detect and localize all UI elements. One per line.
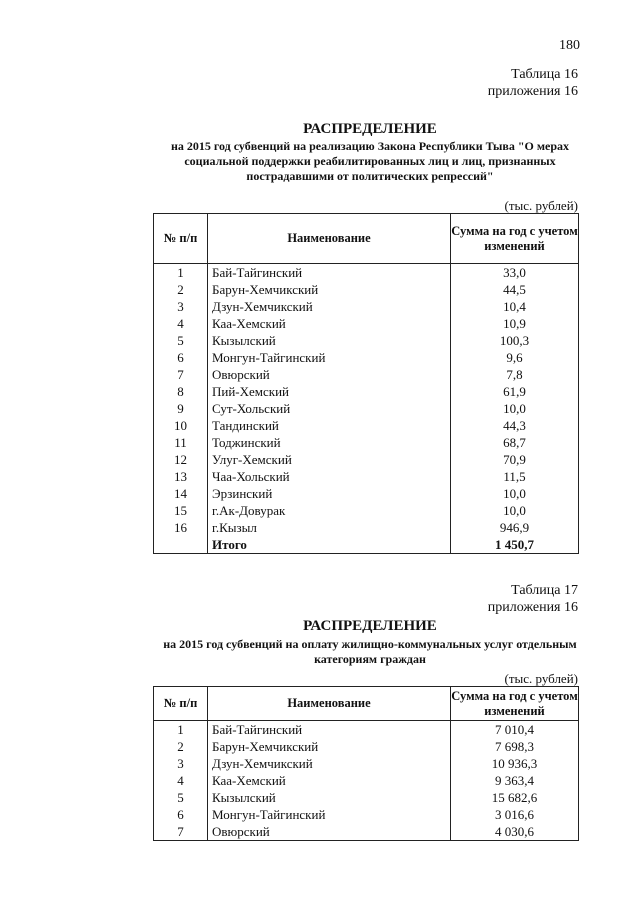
total-label: Итого xyxy=(208,536,451,554)
table-row xyxy=(154,502,579,519)
row-value: 70,9 xyxy=(451,451,579,468)
row-value: 7 698,3 xyxy=(451,738,579,755)
row-name: Овюрский xyxy=(208,823,451,841)
row-name: г.Ак-Довурак xyxy=(208,502,451,519)
row-value: 3 016,6 xyxy=(451,806,579,823)
table-row xyxy=(154,789,579,806)
row-number: 14 xyxy=(154,485,208,502)
table17-heading: РАСПРЕДЕЛЕНИЕ xyxy=(303,618,437,634)
row-name: Чаа-Хольский xyxy=(208,468,451,485)
row-name: Дзун-Хемчикский xyxy=(208,298,451,315)
row-number: 4 xyxy=(154,772,208,789)
row-number: 2 xyxy=(154,281,208,298)
row-value: 7,8 xyxy=(451,366,579,383)
table17 xyxy=(153,686,579,841)
row-name: Кызылский xyxy=(208,789,451,806)
row-value: 68,7 xyxy=(451,434,579,451)
row-number: 8 xyxy=(154,383,208,400)
row-name: Тандинский xyxy=(208,417,451,434)
table-row xyxy=(154,519,579,536)
page-number: 180 xyxy=(559,38,580,53)
row-number: 10 xyxy=(154,417,208,434)
table-row xyxy=(154,721,579,739)
row-name: Пий-Хемский xyxy=(208,383,451,400)
row-name: Барун-Хемчикский xyxy=(208,738,451,755)
row-number: 3 xyxy=(154,298,208,315)
table-row xyxy=(154,383,579,400)
row-value: 44,3 xyxy=(451,417,579,434)
row-name: Улуг-Хемский xyxy=(208,451,451,468)
row-value: 9,6 xyxy=(451,349,579,366)
table16 xyxy=(153,213,579,554)
table-row xyxy=(154,417,579,434)
table-row xyxy=(154,806,579,823)
col-header-sum: Сумма на год с учетом изменений xyxy=(451,214,579,264)
row-number: 12 xyxy=(154,451,208,468)
row-name: Сут-Хольский xyxy=(208,400,451,417)
table-row xyxy=(154,264,579,282)
table17-unit: (тыс. рублей) xyxy=(504,671,578,686)
table17-ref-line1: Таблица 17 xyxy=(511,583,578,598)
row-name: Монгун-Тайгинский xyxy=(208,806,451,823)
row-number: 7 xyxy=(154,823,208,841)
table-row xyxy=(154,485,579,502)
row-name: Овюрский xyxy=(208,366,451,383)
row-value: 10 936,3 xyxy=(451,755,579,772)
table-row xyxy=(154,755,579,772)
row-number: 6 xyxy=(154,349,208,366)
row-number: 6 xyxy=(154,806,208,823)
row-number: 13 xyxy=(154,468,208,485)
row-value: 61,9 xyxy=(451,383,579,400)
table16-reference xyxy=(488,66,578,100)
row-value: 946,9 xyxy=(451,519,579,536)
row-name: Бай-Тайгинский xyxy=(208,264,451,282)
row-value: 4 030,6 xyxy=(451,823,579,841)
row-name: Каа-Хемский xyxy=(208,772,451,789)
row-name: Барун-Хемчикский xyxy=(208,281,451,298)
row-number: 5 xyxy=(154,789,208,806)
col-header-sum: Сумма на год с учетом изменений xyxy=(451,687,579,721)
table-row xyxy=(154,298,579,315)
table-row xyxy=(154,281,579,298)
row-number: 16 xyxy=(154,519,208,536)
table16-heading: РАСПРЕДЕЛЕНИЕ xyxy=(303,121,437,137)
table16-unit: (тыс. рублей) xyxy=(504,198,578,213)
table17-subtitle: на 2015 год субвенций на оплату жилищно-коммунальных услуг отдельным категориям граждан xyxy=(163,637,577,666)
table-row xyxy=(154,772,579,789)
col-header-num: № п/п xyxy=(154,214,208,264)
row-name: Каа-Хемский xyxy=(208,315,451,332)
col-header-name: Наименование xyxy=(208,687,451,721)
row-value: 33,0 xyxy=(451,264,579,282)
table-row xyxy=(154,468,579,485)
row-value: 10,9 xyxy=(451,315,579,332)
table-row xyxy=(154,366,579,383)
col-header-name: Наименование xyxy=(208,214,451,264)
table17-ref-line2: приложения 16 xyxy=(487,600,578,615)
table-row xyxy=(154,823,579,841)
row-name: Монгун-Тайгинский xyxy=(208,349,451,366)
row-value: 10,4 xyxy=(451,298,579,315)
total-value: 1 450,7 xyxy=(451,536,579,554)
row-number: 2 xyxy=(154,738,208,755)
row-value: 15 682,6 xyxy=(451,789,579,806)
table-row xyxy=(154,434,579,451)
table-row xyxy=(154,349,579,366)
row-number: 1 xyxy=(154,721,208,739)
row-number: 11 xyxy=(154,434,208,451)
table-row xyxy=(154,400,579,417)
row-name: Кызылский xyxy=(208,332,451,349)
row-value: 44,5 xyxy=(451,281,579,298)
row-value: 10,0 xyxy=(451,502,579,519)
row-number: 1 xyxy=(154,264,208,282)
col-header-num: № п/п xyxy=(154,687,208,721)
row-name: Тоджинский xyxy=(208,434,451,451)
row-number: 3 xyxy=(154,755,208,772)
row-value: 9 363,4 xyxy=(451,772,579,789)
row-name: г.Кызыл xyxy=(208,519,451,536)
row-number: 5 xyxy=(154,332,208,349)
table16-ref-line1: Таблица 16 xyxy=(511,67,578,82)
row-value: 10,0 xyxy=(451,485,579,502)
row-value: 7 010,4 xyxy=(451,721,579,739)
table16-body xyxy=(154,264,579,554)
row-number: 9 xyxy=(154,400,208,417)
row-number: 4 xyxy=(154,315,208,332)
table-row xyxy=(154,315,579,332)
table16-ref-line2: приложения 16 xyxy=(487,84,578,99)
row-name: Бай-Тайгинский xyxy=(208,721,451,739)
table-row xyxy=(154,451,579,468)
table-row xyxy=(154,332,579,349)
total-number-cell xyxy=(154,536,208,554)
total-row xyxy=(154,536,579,554)
row-number: 7 xyxy=(154,366,208,383)
row-name: Эрзинский xyxy=(208,485,451,502)
table-row xyxy=(154,738,579,755)
row-value: 100,3 xyxy=(451,332,579,349)
row-name: Дзун-Хемчикский xyxy=(208,755,451,772)
table17-body xyxy=(154,721,579,841)
row-value: 11,5 xyxy=(451,468,579,485)
row-value: 10,0 xyxy=(451,400,579,417)
table16-subtitle: на 2015 год субвенций на реализацию Закона Республики Тыва "О мерах социальной поддержки реабилитированных лиц и лиц, признанных пострадавшими от политических репрессий" xyxy=(170,139,570,183)
table17-reference xyxy=(488,582,578,616)
row-number: 15 xyxy=(154,502,208,519)
